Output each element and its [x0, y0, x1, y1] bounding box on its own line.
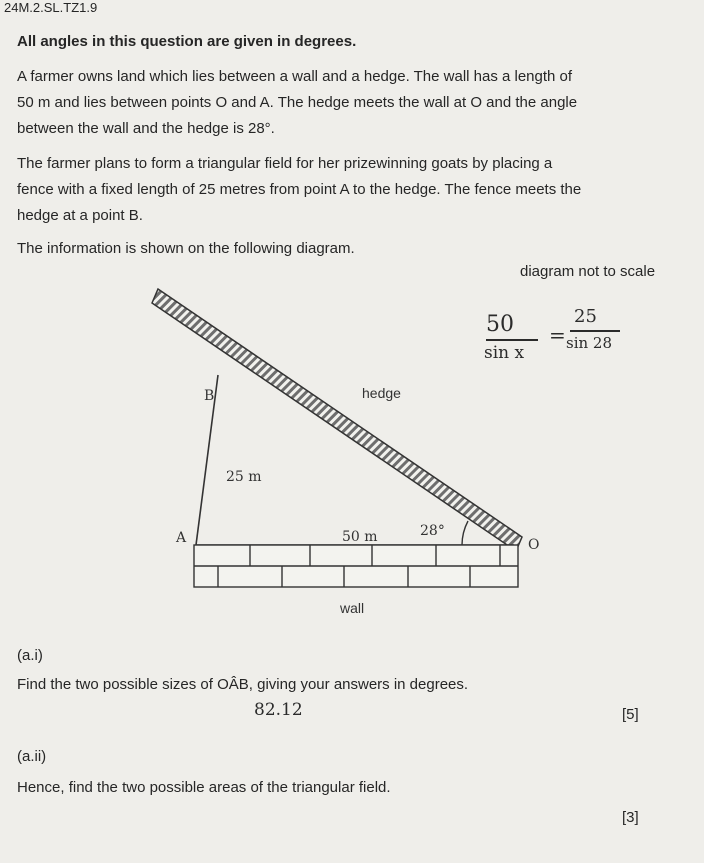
intro-line: hedge at a point B. [17, 207, 143, 224]
brick-wall [194, 545, 518, 587]
label-angle: 28° [420, 523, 445, 539]
label-fence-length: 25 m [226, 469, 262, 485]
marks-badge: [5] [622, 706, 639, 723]
label-B: B [204, 388, 215, 404]
hand-equals: = [549, 323, 566, 347]
degrees-note: All angles in this question are given in degrees. [17, 33, 357, 50]
hand-fraction2-numerator: 25 [574, 306, 597, 327]
question-code: 24M.2.SL.TZ1.9 [4, 0, 98, 15]
intro-line: The farmer plans to form a triangular field for her prizewinning goats by placing a [17, 155, 553, 172]
label-A: A [176, 530, 187, 546]
intro-line: A farmer owns land which lies between a wall and a hedge. The wall has a length of [17, 68, 573, 85]
question-text: Find the two possible sizes of OÂB, giving your answers in degrees. [17, 676, 469, 693]
question-text: Hence, find the two possible areas of the triangular field. [17, 779, 391, 796]
diagram-intro: The information is shown on the following diagram. [17, 240, 355, 257]
intro-line: fence with a fixed length of 25 metres from point A to the hedge. The fence meets the [17, 181, 582, 198]
intro-line: between the wall and the hedge is 28°. [17, 120, 275, 137]
marks-badge: [3] [622, 809, 639, 826]
hand-fraction2-bar [570, 330, 620, 332]
hand-fraction1-bar [486, 339, 538, 341]
hand-answer: 82.12 [254, 700, 303, 720]
hand-fraction1-numerator: 50 [486, 312, 514, 337]
label-wall: wall [340, 600, 365, 616]
hand-fraction2-denominator: sin 28 [566, 334, 613, 352]
part-label: (a.ii) [17, 748, 47, 765]
intro-line: 50 m and lies between points O and A. The hedge meets the wall at O and the angle [17, 94, 578, 111]
part-label: (a.i) [17, 647, 43, 664]
hedge-strip [152, 289, 525, 551]
label-O: O [528, 537, 540, 553]
triangle-diagram [0, 255, 704, 625]
label-wall-length: 50 m [342, 529, 378, 545]
label-hedge: hedge [362, 385, 401, 401]
hand-fraction1-denominator: sin x [484, 343, 525, 363]
angle-arc [462, 521, 468, 545]
scale-note: diagram not to scale [520, 263, 656, 280]
